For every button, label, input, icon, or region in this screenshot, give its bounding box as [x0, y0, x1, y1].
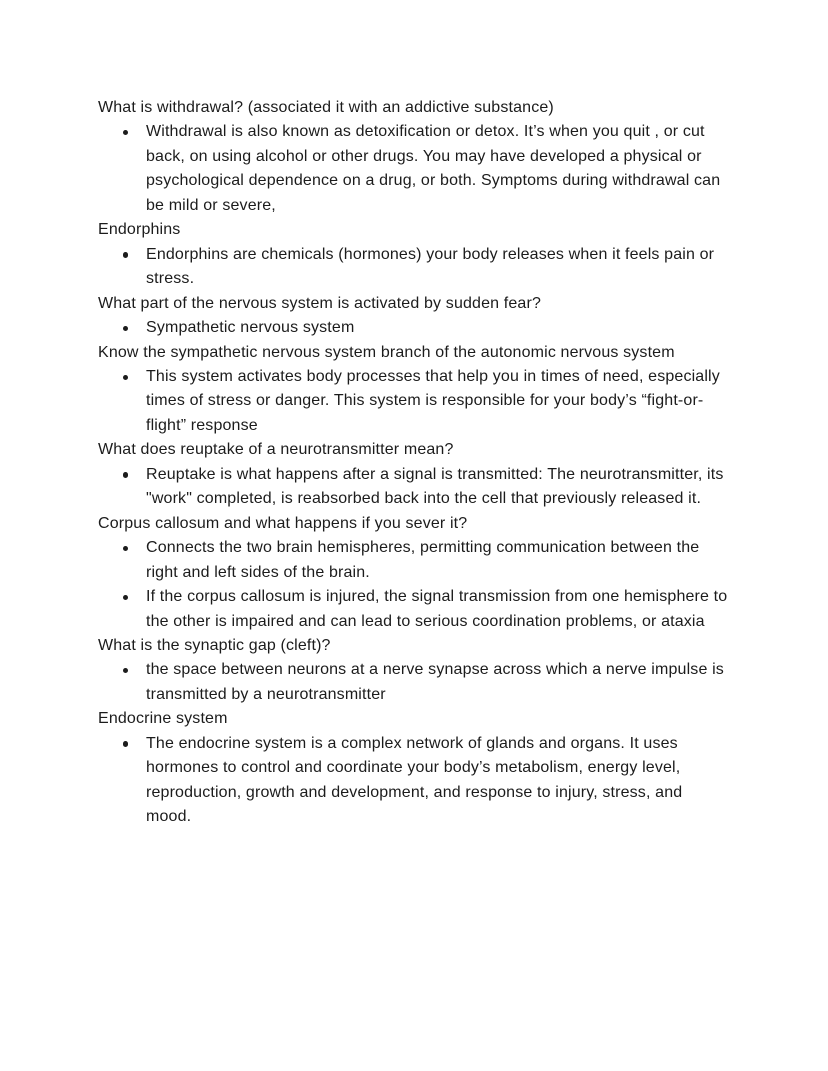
answer-list — [98, 658, 731, 707]
answer-item — [98, 120, 731, 218]
bullet-icon — [123, 472, 128, 477]
qa-section-sudden-fear — [98, 292, 731, 341]
answer-text: Connects the two brain hemispheres, permitting communication between the right and left sides of the brain. — [146, 539, 700, 581]
question-text: What is withdrawal? (associated it with an addictive substance) — [98, 99, 554, 116]
answer-text: This system activates body processes that help you in times of need, especially times of stress or danger. This system is responsible for your body’s “fight-or-flight” response — [146, 367, 720, 434]
question-text: What part of the nervous system is activated by sudden fear? — [98, 294, 541, 312]
answer-item — [98, 658, 731, 707]
answer-list — [98, 120, 731, 218]
qa-section-corpus-callosum — [98, 512, 731, 634]
qa-section-withdrawal — [98, 96, 731, 218]
question-text: Endocrine system — [98, 710, 228, 728]
answer-list — [98, 463, 731, 512]
answer-text: If the corpus callosum is injured, the signal transmission from one hemisphere to the other is impaired and can lead to serious coordination problems, or ataxia — [146, 588, 728, 630]
answer-text: Sympathetic nervous system — [146, 319, 355, 337]
answer-text: Withdrawal is also known as detoxification or detox. It’s when you quit , or cut back, on using alcohol or other drugs. You may have developed a physical or psychological dependence on a drug, or both. Symptoms during withdrawal can be mild or severe, — [146, 123, 721, 214]
bullet-icon — [123, 668, 128, 673]
bullet-icon — [123, 326, 128, 331]
answer-text: Reuptake is what happens after a signal is transmitted: The neurotransmitter, its "work" completed, is reabsorbed back into the cell that previously released it. — [146, 465, 724, 508]
qa-section-reuptake — [98, 438, 731, 511]
answer-list — [98, 732, 731, 830]
answer-item — [98, 585, 731, 634]
answer-item — [98, 316, 731, 340]
bullet-icon — [123, 741, 128, 746]
question-text: What is the synaptic gap (cleft)? — [98, 636, 331, 654]
answer-text: the space between neurons at a nerve synapse across which a nerve impulse is transmitted by a neurotransmitter — [146, 661, 724, 703]
answer-text: Endorphins are chemicals (hormones) your body releases when it feels pain or stress. — [146, 245, 715, 288]
bullet-icon — [123, 252, 128, 257]
question-text: Corpus callosum and what happens if you sever it? — [98, 514, 468, 532]
question-text: What does reuptake of a neurotransmitter mean? — [98, 441, 454, 459]
question-text: Know the sympathetic nervous system branch of the autonomic nervous system — [98, 343, 675, 361]
answer-item — [98, 243, 731, 292]
bullet-icon — [123, 595, 128, 600]
answer-item — [98, 365, 731, 438]
question-text: Endorphins — [98, 221, 181, 239]
answer-list — [98, 536, 731, 634]
answer-text: The endocrine system is a complex network of glands and organs. It uses hormones to control and coordinate your body’s metabolism, energy level, reproduction, growth and development, and response to injury, stress, and mood. — [146, 734, 683, 826]
qa-section-endorphins — [98, 218, 731, 291]
qa-section-endocrine — [98, 707, 731, 829]
answer-list — [98, 365, 731, 438]
answer-item — [98, 463, 731, 512]
bullet-icon — [123, 130, 128, 135]
bullet-icon — [123, 546, 128, 551]
answer-list — [98, 316, 731, 340]
qa-section-synaptic-gap — [98, 634, 731, 707]
bullet-icon — [123, 375, 128, 380]
qa-section-sympathetic-branch — [98, 341, 731, 439]
answer-item — [98, 732, 731, 830]
answer-item — [98, 536, 731, 585]
answer-list — [98, 243, 731, 292]
